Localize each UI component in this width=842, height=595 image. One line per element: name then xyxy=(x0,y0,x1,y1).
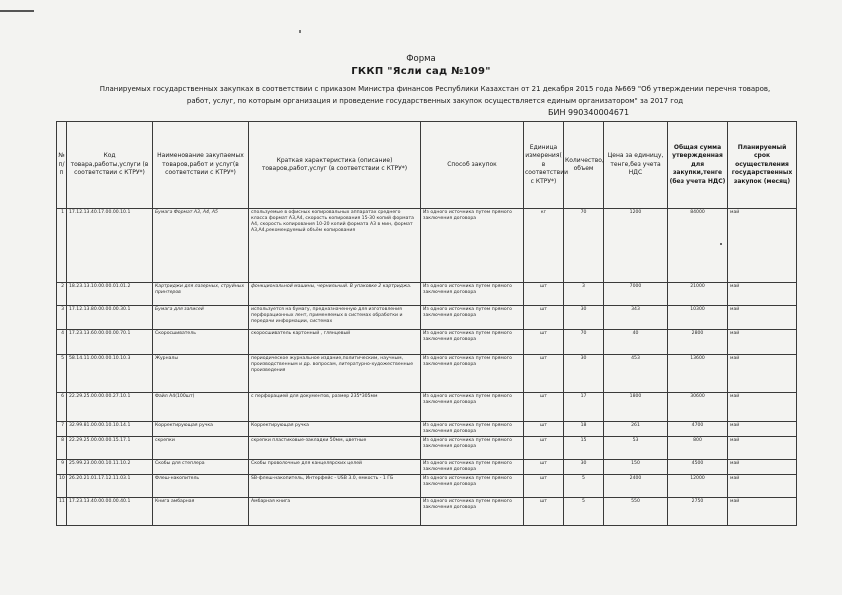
table-row xyxy=(57,475,797,498)
cell-num: 11 xyxy=(57,498,67,526)
col-header-price: Цена за единицу, тенге,без учета НДС xyxy=(604,122,668,209)
cell-name: Скоросшиватель xyxy=(153,330,249,355)
cell-description: скрепки пластиковые-закладки 50мм, цветные xyxy=(249,437,421,460)
cell-method: Из одного источника путем прямого заключения договора xyxy=(421,437,524,460)
cell-name: Журналы xyxy=(153,355,249,393)
cell-price: 1200 xyxy=(604,209,668,283)
cell-description: используется на бумагу, предназначенную для изготовления перфорационных лент, применяемых в системах обработки и передачи информации, системах xyxy=(249,306,421,330)
cell-name: скрепки xyxy=(153,437,249,460)
cell-quantity: 5 xyxy=(564,475,604,498)
cell-term: май xyxy=(728,437,797,460)
table-row xyxy=(57,437,797,460)
cell-method: Из одного источника путем прямого заключения договора xyxy=(421,475,524,498)
cell-description: SB-флеш-накопитель, Интерфейс - USB 3.0, емкость - 1 ГБ xyxy=(249,475,421,498)
cell-method: Из одного источника путем прямого заключения договора xyxy=(421,498,524,526)
cell-term: май xyxy=(728,498,797,526)
cell-term: май xyxy=(728,283,797,306)
cell-total: 2800 xyxy=(668,330,728,355)
table-row xyxy=(57,498,797,526)
cell-num: 1 xyxy=(57,209,67,283)
cell-quantity: 17 xyxy=(564,393,604,422)
subtitle-line-2: работ, услуг, по которым организация и проведение государственных закупок осуществляется единым организатором" за 2017 год xyxy=(186,97,684,105)
cell-unit: шт xyxy=(524,283,564,306)
cell-price: 40 xyxy=(604,330,668,355)
cell-quantity: 5 xyxy=(564,498,604,526)
cell-unit: шт xyxy=(524,437,564,460)
col-header-num: № п/п xyxy=(57,122,67,209)
cell-unit: шт xyxy=(524,460,564,475)
cell-unit: шт xyxy=(524,355,564,393)
cell-total: 30600 xyxy=(668,393,728,422)
cell-description: скоросшиватель картонный , глянцевый xyxy=(249,330,421,355)
cell-method: Из одного источника путем прямого заключения договора xyxy=(421,393,524,422)
cell-unit: шт xyxy=(524,498,564,526)
cell-num: 10 xyxy=(57,475,67,498)
cell-code: 25.99.23.00.00.10.11.10.2 xyxy=(67,460,153,475)
table-header-row xyxy=(57,122,797,209)
table-row xyxy=(57,460,797,475)
cell-term: май xyxy=(728,393,797,422)
cell-method: Из одного источника путем прямого заключения договора xyxy=(421,355,524,393)
cell-price: 1800 xyxy=(604,393,668,422)
cell-name: Бумага для записей xyxy=(153,306,249,330)
cell-quantity: 70 xyxy=(564,330,604,355)
cell-total: 4500 xyxy=(668,460,728,475)
cell-quantity: 15 xyxy=(564,437,604,460)
cell-unit: шт xyxy=(524,330,564,355)
cell-description: Скобы проволочные для канцелярских целей xyxy=(249,460,421,475)
cell-method: Из одного источника путем прямого заключения договора xyxy=(421,306,524,330)
cell-description: фонкциональной машины, чернильный. В упаковке 2 картриджа. xyxy=(249,283,421,306)
cell-code: 22.29.25.00.00.00.15.17.1 xyxy=(67,437,153,460)
form-label: Форма xyxy=(406,54,436,64)
cell-code: 32.99.81.00.00.10.10.14.1 xyxy=(67,422,153,437)
cell-quantity: 30 xyxy=(564,355,604,393)
cell-name: Скобы для степлера xyxy=(153,460,249,475)
cell-method: Из одного источника путем прямого заключения договора xyxy=(421,209,524,283)
cell-code: 18.23.13.10.00.00.01.01.2 xyxy=(67,283,153,306)
cell-quantity: 3 xyxy=(564,283,604,306)
cell-method: Из одного источника путем прямого заключения договора xyxy=(421,283,524,306)
cell-num: 5 xyxy=(57,355,67,393)
cell-price: 550 xyxy=(604,498,668,526)
cell-code: 17.12.13.40.17.00.00.10.1 xyxy=(67,209,153,283)
cell-price: 53 xyxy=(604,437,668,460)
cell-quantity: 70 xyxy=(564,209,604,283)
cell-name: Книга амбарная xyxy=(153,498,249,526)
cell-num: 4 xyxy=(57,330,67,355)
col-header-method: Способ закупок xyxy=(421,122,524,209)
cell-price: 7000 xyxy=(604,283,668,306)
cell-code: 26.20.21.01.17.12.11.03.1 xyxy=(67,475,153,498)
cell-unit: кг xyxy=(524,209,564,283)
cell-term: май xyxy=(728,422,797,437)
cell-num: 8 xyxy=(57,437,67,460)
col-header-term: Планируемый срок осуществления государственных закупок (месяц) xyxy=(728,122,797,209)
cell-description: периодическое журнальное издание,политическим, научным, производственным и др. вопросам, литературно-художественные произведения xyxy=(249,355,421,393)
cell-price: 343 xyxy=(604,306,668,330)
cell-quantity: 18 xyxy=(564,422,604,437)
cell-method: Из одного источника путем прямого заключения договора xyxy=(421,460,524,475)
cell-total: 13600 xyxy=(668,355,728,393)
procurement-table xyxy=(56,121,797,526)
cell-quantity: 30 xyxy=(564,460,604,475)
cell-code: 58.14.11.00.00.00.10.10.3 xyxy=(67,355,153,393)
cell-term: май xyxy=(728,355,797,393)
table-row xyxy=(57,355,797,393)
scan-artifact-mark xyxy=(720,243,722,245)
cell-num: 3 xyxy=(57,306,67,330)
organization-title: ГККП "Ясли сад №109" xyxy=(351,66,491,77)
cell-term: май xyxy=(728,209,797,283)
cell-description: с перфорацией для документов, размер 235*305мм xyxy=(249,393,421,422)
bin-number: БИН 990340004671 xyxy=(548,108,630,117)
cell-code: 17.23.13.60.00.00.00.70.1 xyxy=(67,330,153,355)
cell-name: Флеш-накопитель xyxy=(153,475,249,498)
cell-code: 17.12.13.80.00.00.00.30.1 xyxy=(67,306,153,330)
document-subtitle xyxy=(70,83,800,107)
cell-code: 22.29.25.00.00.00.27.10.1 xyxy=(67,393,153,422)
cell-num: 9 xyxy=(57,460,67,475)
cell-method: Из одного источника путем прямого заключения договора xyxy=(421,330,524,355)
cell-total: 10300 xyxy=(668,306,728,330)
col-header-code: Код товара,работы,услуги (в соответствии с КТРУ*) xyxy=(67,122,153,209)
col-header-unit: Единица измерения( в соответствии с КТРУ*) xyxy=(524,122,564,209)
cell-method: Из одного источника путем прямого заключения договора xyxy=(421,422,524,437)
cell-term: май xyxy=(728,330,797,355)
cell-description: Корректирующая ручка xyxy=(249,422,421,437)
table-row xyxy=(57,283,797,306)
cell-total: 800 xyxy=(668,437,728,460)
cell-term: май xyxy=(728,306,797,330)
cell-num: 7 xyxy=(57,422,67,437)
cell-term: май xyxy=(728,460,797,475)
cell-description: Амбарная книга xyxy=(249,498,421,526)
cell-price: 150 xyxy=(604,460,668,475)
scan-artifact-line xyxy=(0,10,34,12)
cell-quantity: 30 xyxy=(564,306,604,330)
cell-name: Файл А4(100шт) xyxy=(153,393,249,422)
col-header-name: Наименование закупаемых товаров,работ и услуг(в соответствии с КТРУ*) xyxy=(153,122,249,209)
cell-name: Корректирующая ручка xyxy=(153,422,249,437)
cell-total: 4700 xyxy=(668,422,728,437)
cell-num: 6 xyxy=(57,393,67,422)
subtitle-line-1: Планируемых государственных закупках в соответствии с приказом Министра финансов Республики Казахстан от 21 декабря 2015 года №669 "Об утверждении перечня товаров, xyxy=(99,85,771,93)
cell-price: 453 xyxy=(604,355,668,393)
cell-price: 2400 xyxy=(604,475,668,498)
col-header-total: Общая сумма утвержденная для закупки,тенге (без учета НДС) xyxy=(668,122,728,209)
col-header-quantity: Количество, объем xyxy=(564,122,604,209)
table-row xyxy=(57,393,797,422)
scan-artifact-dot xyxy=(299,30,301,33)
table-row xyxy=(57,306,797,330)
cell-total: 84000 xyxy=(668,209,728,283)
cell-unit: шт xyxy=(524,306,564,330)
cell-description: спользуемые в офисных копировальных аппаратах среднего класса формат А3,А4, скорость копирования 15-30 копий формата А4, скорость копирования 10-20 копий формата А3 в мин, формат А3,А4,рекомендуемый объём копирования xyxy=(249,209,421,283)
cell-total: 12000 xyxy=(668,475,728,498)
cell-total: 21000 xyxy=(668,283,728,306)
cell-term: май xyxy=(728,475,797,498)
cell-unit: шт xyxy=(524,475,564,498)
cell-code: 17.23.13.40.00.00.00.40.1 xyxy=(67,498,153,526)
cell-unit: шт xyxy=(524,422,564,437)
table-row xyxy=(57,422,797,437)
cell-total: 2750 xyxy=(668,498,728,526)
cell-name: Картриджи для лазерных, струйных принтеров xyxy=(153,283,249,306)
cell-unit: шт xyxy=(524,393,564,422)
table-row xyxy=(57,330,797,355)
table-row xyxy=(57,209,797,283)
cell-name: Бумага Формат А3, А4, А5 xyxy=(153,209,249,283)
cell-num: 2 xyxy=(57,283,67,306)
cell-price: 261 xyxy=(604,422,668,437)
col-header-description: Краткая характеристика (описание) товаров,работ,услуг (в соответствии с КТРУ*) xyxy=(249,122,421,209)
